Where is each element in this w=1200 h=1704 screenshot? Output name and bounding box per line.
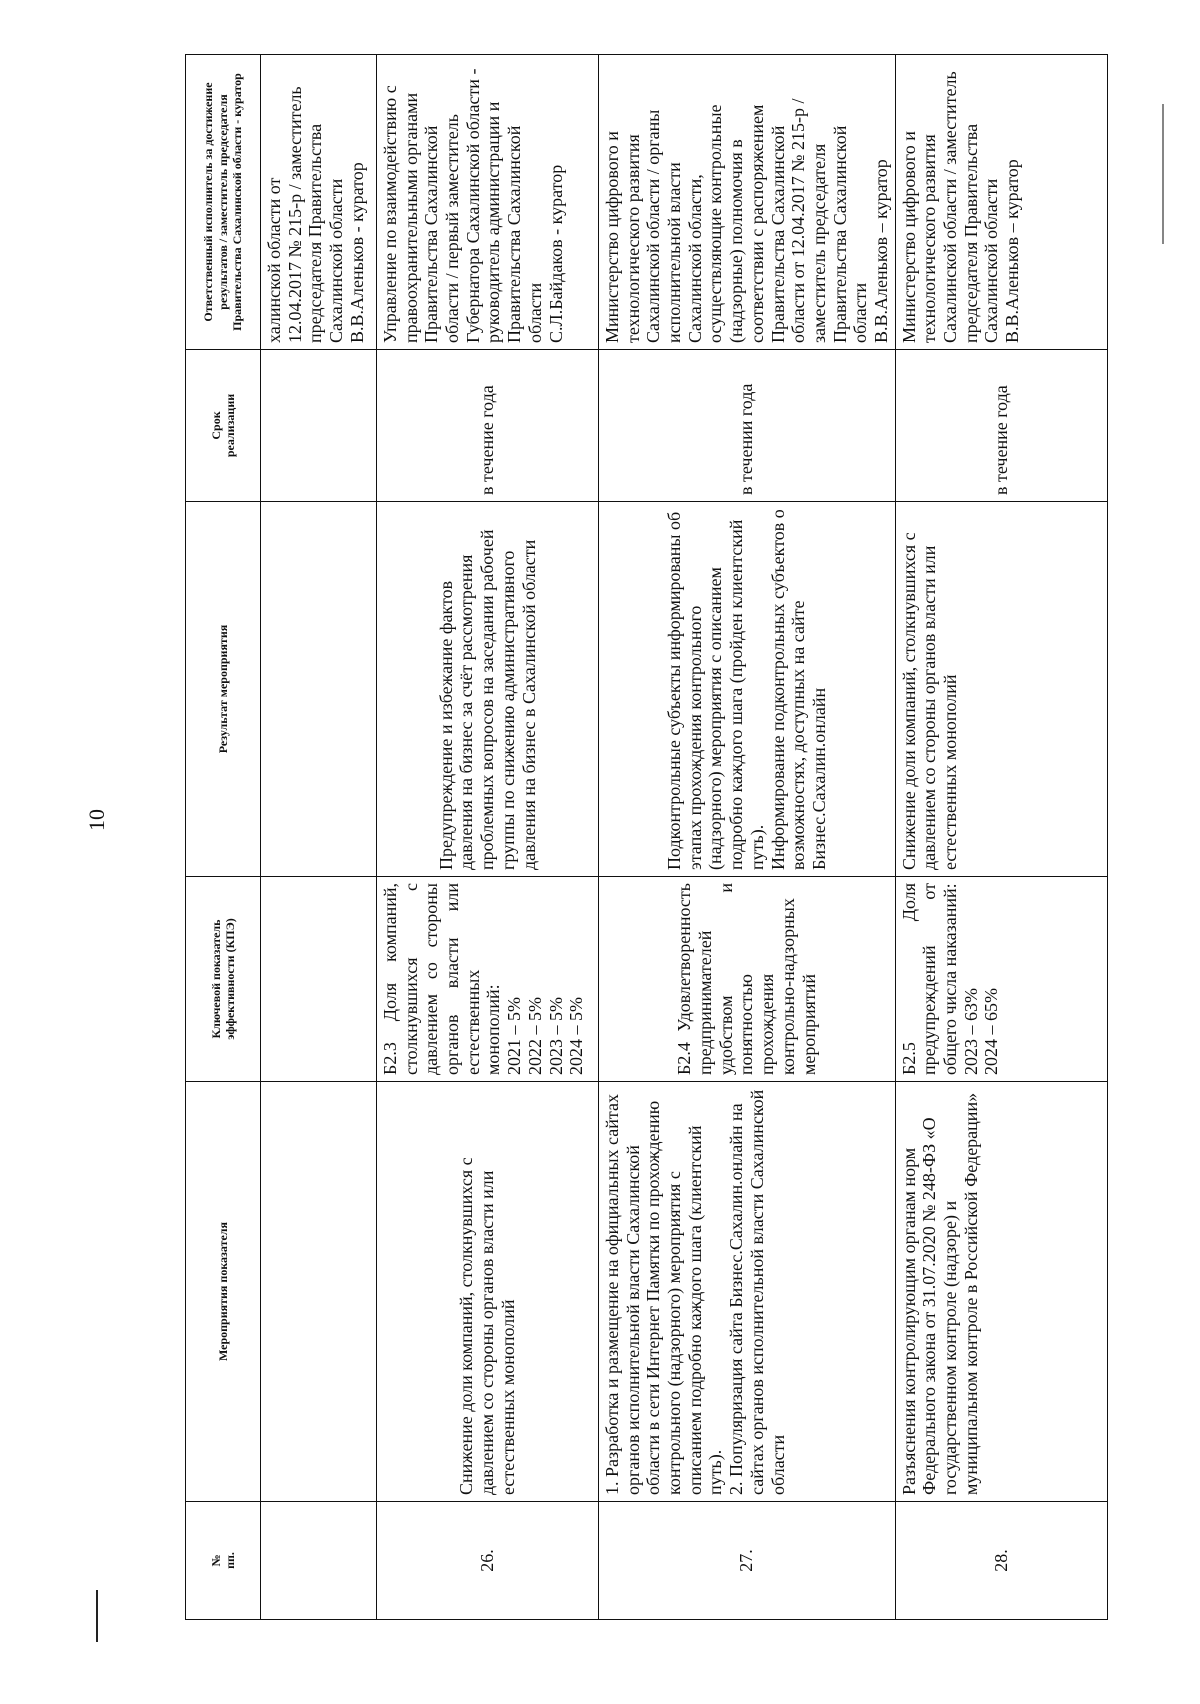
- cell-result: Снижение доли компаний, столкнувшихся с давлением со стороны органов власти или естественных монополий: [895, 502, 1107, 877]
- cell-number: 28.: [895, 1502, 1107, 1620]
- cell-event: [261, 1082, 377, 1502]
- header-term: Срок реализации: [186, 350, 261, 502]
- cell-result: [261, 502, 377, 877]
- measures-table: [185, 54, 1108, 1620]
- cell-event: Разъяснения контролирующим органам норм Федерального закона от 31.07.2020 № 248-ФЗ «О государственном контроле (надзоре) и муниципальном контроле в Российской Федерации»: [895, 1082, 1107, 1502]
- cell-term: в течение года: [377, 350, 599, 502]
- table-row-continuation: [261, 55, 377, 1620]
- cell-responsible: Министерство цифрового и технологического развития Сахалинской области / органы исполнительной власти Сахалинской области, осуществляющие контрольные (надзорные) полномочия в соответствии с распоряжением Правительства Сахалинской области от 12.04.2017 № 215-р / заместитель председателя Правительства Сахалинской области В.В.Аленьков – куратор: [599, 55, 896, 350]
- cell-number: 26.: [377, 1502, 599, 1620]
- header-kpi: Ключевой показатель эффективности (КПЭ): [186, 877, 261, 1082]
- cell-responsible: Управление по взаимодействию с правоохранительными органами Правительства Сахалинской области / первый заместитель Губернатора Сахалинской области - руководитель администрации и Правительства Сахалинской области С.Л.Байдаков - куратор: [377, 55, 599, 350]
- header-result: Результат мероприятия: [186, 502, 261, 877]
- cell-kpi: Б2.5 Доля предупреждений от общего числа наказаний: 2023 – 63% 2024 – 65%: [895, 877, 1107, 1082]
- cell-result: Подконтрольные субъекты информированы об этапах прохождения контрольного (надзорного) мероприятия с описанием подробно каждого шага (пройден клиентский путь). Информирование подконтрольных субъектов о возможностях, доступных на сайте Бизнес.Сахалин.онлайн: [599, 502, 896, 877]
- scan-mark-bottom: [96, 1590, 98, 1642]
- scan-mark-top: [1162, 104, 1164, 244]
- rotated-table-container: [185, 55, 1100, 1620]
- cell-kpi: Б2.3 Доля компаний, столкнувшихся с давлением со стороны органов власти или естественных монополий: 2021 – 5% 2022 – 5% 2023 – 5% 2024 – 5%: [377, 877, 599, 1082]
- cell-responsible: халинской области от 12.04.2017 № 215-р / заместитель председателя Правительства Сахалинской области В.В.Аленьков - куратор: [261, 55, 377, 350]
- cell-kpi: Б2.4 Удовлетворенность предпринимателей удобством и понятностью прохождения контрольно-надзорных мероприятий: [599, 877, 896, 1082]
- table-row-28: [895, 55, 1107, 1620]
- cell-term: [261, 350, 377, 502]
- cell-kpi: [261, 877, 377, 1082]
- cell-responsible: Министерство цифрового и технологического развития Сахалинской области / заместитель председателя Правительства Сахалинской области В.В.Аленьков – куратор: [895, 55, 1107, 350]
- header-responsible: Ответственный исполнитель за достижение результатов / заместитель председателя Правительства Сахалинской области - куратор: [186, 55, 261, 350]
- cell-event: Снижение доли компаний, столкнувшихся с давлением со стороны органов власти или естественных монополий: [377, 1082, 599, 1502]
- cell-event: 1. Разработка и размещение на официальных сайтах органов исполнительной власти Сахалинской области в сети Интернет Памятки по прохождению контрольного (надзорного) мероприятия с описанием подробно каждого шага (клиентский путь). 2. Популяризация сайта Бизнес.Сахалин.онлайн на сайтах органов исполнительной власти Сахалинской области: [599, 1082, 896, 1502]
- table-row-27: [599, 55, 896, 1620]
- cell-result: Предупреждение и избежание фактов давления на бизнес за счёт рассмотрения проблемных вопросов на заседании рабочей группы по снижению административного давления на бизнес в Сахалинской области: [377, 502, 599, 877]
- cell-number: 27.: [599, 1502, 896, 1620]
- cell-number: [261, 1502, 377, 1620]
- header-event: Мероприятия показателя: [186, 1082, 261, 1502]
- cell-term: в течении года: [599, 350, 896, 502]
- page-number: 10: [84, 809, 109, 831]
- table-header-row: [186, 55, 261, 1620]
- header-number: № пп.: [186, 1502, 261, 1620]
- cell-term: в течение года: [895, 350, 1107, 502]
- table-row-26: [377, 55, 599, 1620]
